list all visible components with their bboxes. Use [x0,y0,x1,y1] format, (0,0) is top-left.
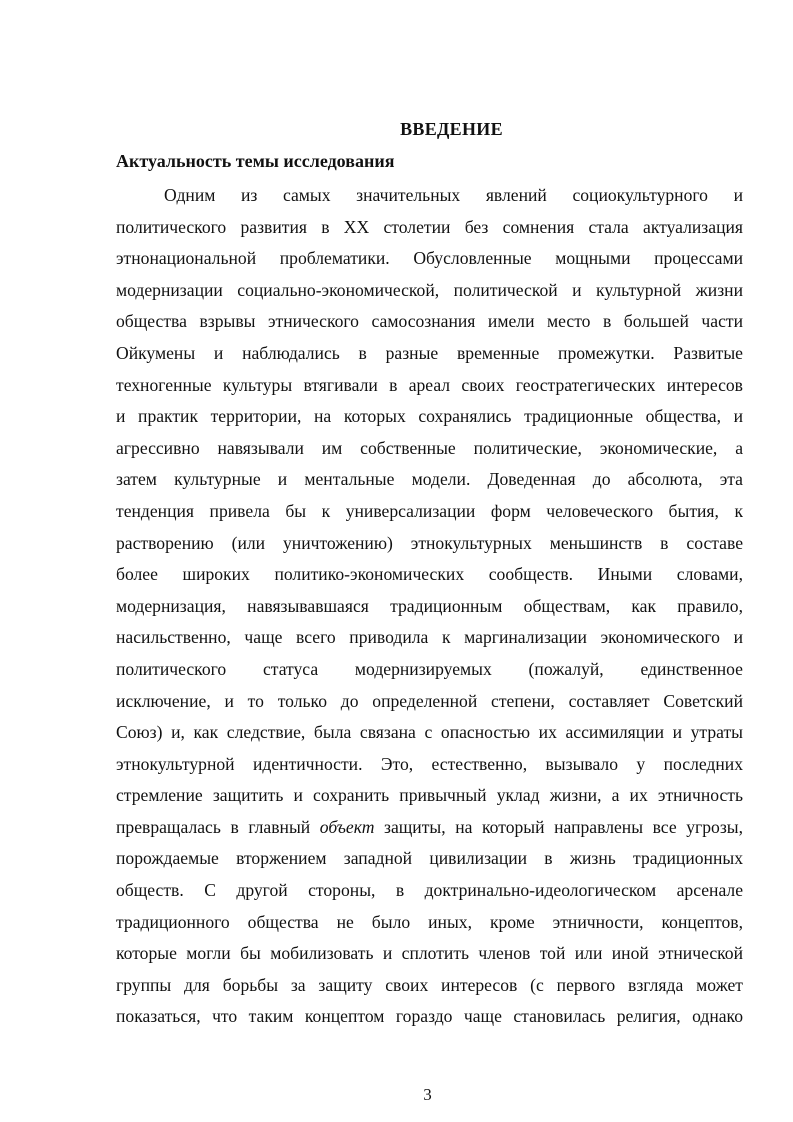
text-line: техногенные культуры втягивали в ареал своих геостратегических интересов [116,374,743,395]
text-line: Ойкумены и наблюдались в разные временные промежутки. Развитые [116,342,743,363]
text-line: тенденция привела бы к универсализации форм человеческого бытия, к [116,500,743,521]
body-paragraph [116,180,743,1033]
text-fragment: превращалась в главный [116,816,320,837]
text-line: обществ. С другой стороны, в доктринально-идеологическом арсенале [116,880,743,901]
text-line: Союз) и, как следствие, была связана с опасностью их ассимиляции и утраты [116,722,743,743]
text-line: этнонациональной проблематики. Обусловленные мощными процессами [116,248,743,269]
text-line: насильственно, чаще всего приводила к маргинализации экономического и [116,627,743,648]
text-line: этнокультурной идентичности. Это, естественно, вызывало у последних [116,753,743,774]
text-line: модернизация, навязывавшаяся традиционным обществам, как правило, [116,595,743,616]
text-line: традиционного общества не было иных, кроме этничности, концептов, [116,911,743,932]
text-line: показаться, что таким концептом гораздо чаще становилась религия, однако [116,1006,743,1027]
text-line: модернизации социально-экономической, политической и культурной жизни [116,279,743,300]
text-line: порождаемые вторжением западной цивилизации в жизнь традиционных [116,848,743,869]
text-line: растворению (или уничтожению) этнокультурных меньшинств в составе [116,532,743,553]
text-line: и практик территории, на которых сохранялись традиционные общества, и [116,406,743,427]
text-line: исключение, и то только до определенной степени, составляет Советский [116,690,743,711]
text-line: которые могли бы мобилизовать и сплотить членов той или иной этнической [116,943,743,964]
section-title: Актуальность темы исследования [116,151,395,171]
text-fragment: защиты, на который направлены все угрозы, [374,816,743,837]
page-number: 3 [423,1085,432,1104]
text-line-emphasis [116,812,743,844]
text-line: политического развития в XX столетии без сомнения стала актуализация [116,216,743,237]
text-line: стремление защитить и сохранить привычный уклад жизни, а их этничность [116,785,743,806]
text-line: общества взрывы этнического самосознания имели место в большей части [116,311,743,332]
text-line: группы для борьбы за защиту своих интересов (с первого взгляда может [116,974,743,995]
page-title: ВВЕДЕНИЕ [400,119,503,139]
text-line: более широких политико-экономических сообществ. Иными словами, [116,564,743,585]
emphasized-word: объект [319,816,375,837]
text-line: политического статуса модернизируемых (пожалуй, единственное [116,658,743,679]
text-line: затем культурные и ментальные модели. Доведенная до абсолюта, эта [116,469,743,490]
text-line: Одним из самых значительных явлений социокультурного и [164,185,743,205]
text-line: агрессивно навязывали им собственные политические, экономические, а [116,437,743,458]
